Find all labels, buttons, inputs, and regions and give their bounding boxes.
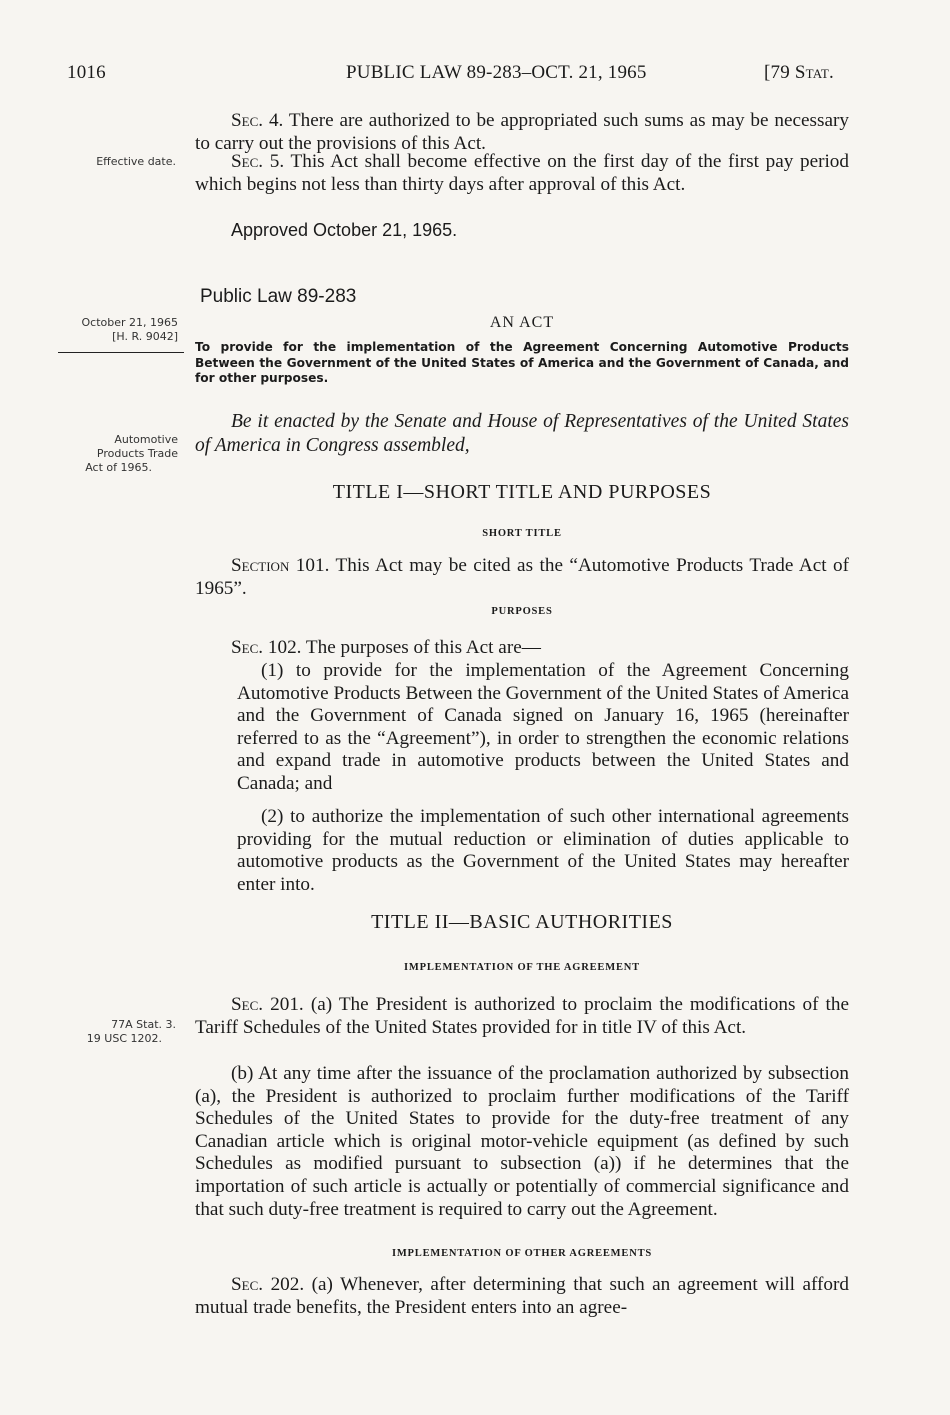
an-act-heading: AN ACT <box>489 314 555 331</box>
purpose-1: (1) to provide for the implementation of the Agreement Concerning Automotive Products Between the Government of the United States of America and the Government of Canada signed on January 16, 1965 (hereinafter referred to as the “Agreement”), in order to strengthen the economic relations and expand trade in automotive products between the United States and Canada; and <box>237 660 849 794</box>
section-4-label: Sec. 4. <box>231 110 284 131</box>
section-202 <box>195 1274 849 1319</box>
section-201-label: Sec. 201. <box>231 994 304 1015</box>
section-201-a <box>195 994 849 1039</box>
page-number: 1016 <box>67 62 106 83</box>
approved-line: Approved October 21, 1965. <box>231 220 458 240</box>
law-synopsis: To provide for the implementation of the Agreement Concerning Automotive Products Between the Government of the United States of America and the Government of Canada, and for other purposes. <box>195 340 849 385</box>
section-202-label: Sec. 202. <box>231 1274 305 1295</box>
section-5-label: Sec. 5. <box>231 151 285 172</box>
margin-effective-date: Effective date. <box>96 155 176 168</box>
section-101-text: This Act may be cited as the “Automotive Products Trade Act of 1965”. <box>195 555 849 599</box>
purpose-2: (2) to authorize the implementation of such other international agreements providing for the mutual reduction or elimination of duties applicable to automotive products as the Government of the United States may hereafter enter into. <box>237 806 849 895</box>
margin-stat-ref: 77A Stat. 3. <box>111 1018 176 1031</box>
section-5 <box>195 151 849 196</box>
section-4-text: There are authorized to be appropriated such sums as may be necessary to carry out the provisions of this Act. <box>195 110 849 154</box>
section-101-label: Section 101. <box>231 555 330 576</box>
section-4 <box>195 110 849 155</box>
margin-short-title-2: Products Trade <box>96 447 178 460</box>
section-201-a-text: (a) The President is authorized to proclaim the modifications of the Tariff Schedules of the United States provided for in title IV of this Act. <box>195 994 849 1038</box>
margin-bill-number: [H. R. 9042] <box>112 330 178 343</box>
title-1-heading: TITLE I—SHORT TITLE AND PURPOSES <box>332 481 712 503</box>
running-title: PUBLIC LAW 89-283–OCT. 21, 1965 <box>346 62 647 83</box>
short-title-heading: SHORT TITLE <box>482 528 562 539</box>
title-2-heading: TITLE II—BASIC AUTHORITIES <box>371 911 673 933</box>
section-201-b: (b) At any time after the issuance of the proclamation authorized by subsection (a), the President is authorized to proclaim further modifications of the Tariff Schedules of the United States to provide for the duty-free treatment of any Canadian article which is original motor-vehicle equipment (as defined by such Schedules as modified pursuant to subsection (a)) if he determines that the importation of such article is actually or potentially of commercial significance and that such duty-free treatment is required to carry out the Agreement. <box>195 1063 849 1220</box>
margin-usc-ref: 19 USC 1202. <box>86 1032 162 1045</box>
margin-rule <box>58 352 184 353</box>
section-102-label: Sec. 102. <box>231 637 302 658</box>
implementation-heading: IMPLEMENTATION OF THE AGREEMENT <box>404 962 640 973</box>
enacting-clause: Be it enacted by the Senate and House of Representatives of the United States of America in Congress assembled, <box>195 411 849 456</box>
margin-short-title-3: Act of 1965. <box>85 461 152 474</box>
margin-date: October 21, 1965 <box>81 316 178 329</box>
margin-short-title-1: Automotive <box>114 433 178 446</box>
section-102-text: The purposes of this Act are— <box>305 637 541 658</box>
section-202-text: (a) Whenever, after determining that such an agreement will afford mutual trade benefits, the President enters into an agree- <box>195 1274 849 1318</box>
purposes-heading: PURPOSES <box>491 606 553 617</box>
other-agreements-heading: IMPLEMENTATION OF OTHER AGREEMENTS <box>391 1248 653 1259</box>
statute-volume: [79 Stat. <box>764 62 834 83</box>
public-law-number: Public Law 89-283 <box>200 286 357 307</box>
section-5-text: This Act shall become effective on the first day of the first pay period which begins not less than thirty days after approval of this Act. <box>195 151 849 195</box>
section-101 <box>195 555 849 600</box>
section-102 <box>195 637 849 660</box>
